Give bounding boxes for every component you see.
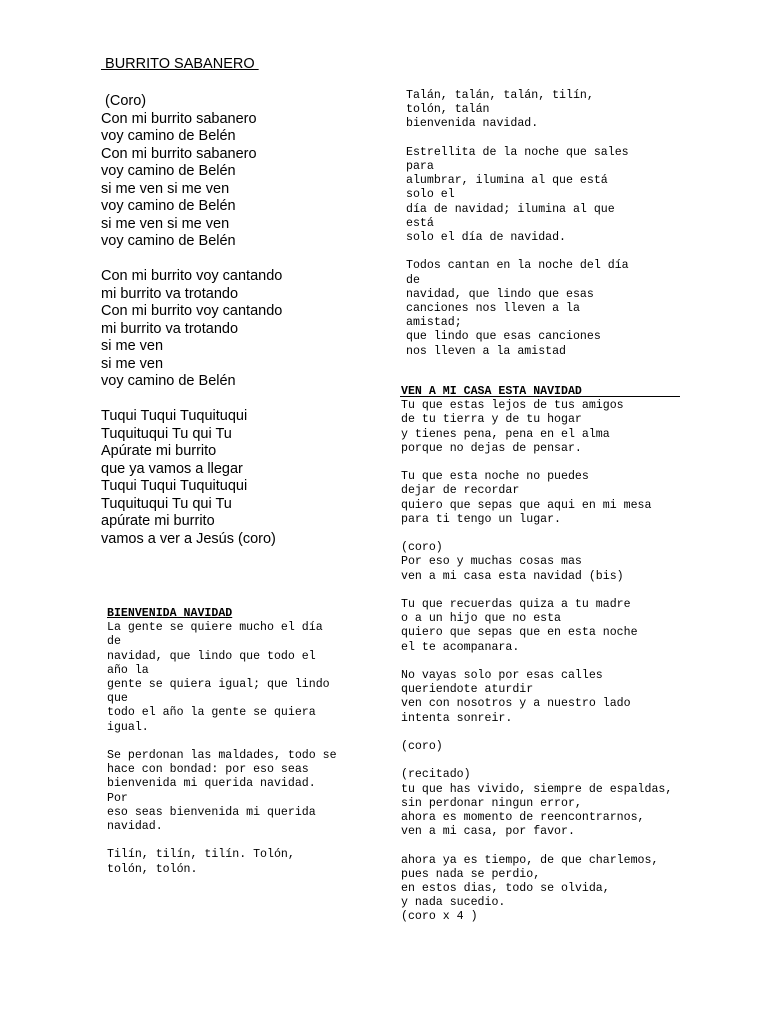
ven-stanza-8 xyxy=(401,854,672,925)
lyric-line: No vayas solo por esas calles xyxy=(401,669,603,682)
lyric-line: Tuqui Tuqui Tuquituqui xyxy=(101,478,248,494)
lyric-line: vamos a ver a Jesús (coro) xyxy=(101,530,276,547)
lyric-line: de xyxy=(406,273,420,287)
lyric-line: dejar de recordar xyxy=(401,484,520,498)
lyric-line: que lindo que esas canciones xyxy=(406,330,601,344)
burrito-lyrics xyxy=(101,93,282,548)
lyric-line: día de navidad; ilumina al que xyxy=(406,202,615,216)
lyric-line: amistad; xyxy=(406,316,462,330)
lyric-line: Estrellita de la noche que sales xyxy=(406,145,629,159)
lyric-line: (coro x 4 ) xyxy=(401,910,478,924)
lyric-line: bienvenida mi querida navidad. xyxy=(107,777,316,791)
lyric-line: nos lleven a la amistad xyxy=(406,344,567,358)
burrito-title: BURRITO SABANERO xyxy=(101,56,259,72)
lyric-line: navidad, que lindo que todo el xyxy=(107,649,316,663)
lyric-line: solo el día de navidad. xyxy=(406,231,567,245)
bienvenida-stanza-2 xyxy=(107,749,337,834)
ven-stanza-2 xyxy=(401,470,672,527)
lyric-line: en estos dias, todo se olvida, xyxy=(401,882,610,895)
lyric-line: porque no dejas de pensar. xyxy=(401,441,582,455)
lyric-line: Con mi burrito sabanero xyxy=(101,145,257,162)
lyric-line: que xyxy=(107,692,128,706)
ven-stanza-3 xyxy=(401,541,672,584)
bienvenida-cont-3 xyxy=(406,259,629,358)
lyric-line: Por xyxy=(107,791,128,805)
lyric-line: queriendote aturdir xyxy=(401,683,534,697)
lyric-line: Se perdonan las maldades, todo se xyxy=(107,749,337,763)
lyric-line: quiero que sepas que en esta noche xyxy=(401,626,638,640)
bienvenida-stanza-3 xyxy=(107,848,337,876)
lyric-line: si me ven si me ven xyxy=(101,180,230,197)
lyric-line: voy camino de Belén xyxy=(101,128,236,144)
lyric-line: voy camino de Belén xyxy=(101,233,236,249)
lyric-line: ven a mi casa esta navidad (bis) xyxy=(401,569,624,583)
bienvenida-cont-1 xyxy=(406,89,629,132)
bienvenida-cont-2 xyxy=(406,146,629,245)
lyric-line: está xyxy=(406,216,434,230)
lyric-line: el te acompanara. xyxy=(401,640,520,654)
ven-stanza-4 xyxy=(401,598,672,655)
lyric-line: (coro) xyxy=(401,740,443,753)
lyric-line: pues nada se perdio, xyxy=(401,867,541,881)
lyric-line: Con mi burrito voy cantando xyxy=(101,268,283,284)
lyric-line: apúrate mi burrito xyxy=(101,513,215,529)
lyric-line: Tuquituqui Tu qui Tu xyxy=(101,495,232,512)
lyric-line: gente se quiera igual; que lindo xyxy=(107,678,330,692)
lyric-line: y tienes pena, pena en el alma xyxy=(401,427,610,441)
lyric-line: Talán, talán, talán, tilín, xyxy=(406,89,594,102)
lyric-line: tolón, tolón. xyxy=(107,862,198,876)
lyric-line: si me ven xyxy=(101,338,164,354)
lyric-line: mi burrito va trotando xyxy=(101,320,239,337)
lyric-line: intenta sonreir. xyxy=(401,711,513,725)
ven-stanza-6 xyxy=(401,740,672,754)
lyric-line: Con mi burrito sabanero xyxy=(101,110,257,127)
lyric-line: solo el xyxy=(406,188,455,202)
lyric-line: Tuqui Tuqui Tuquituqui xyxy=(101,408,248,424)
lyric-line: Tu que estas lejos de tus amigos xyxy=(401,399,624,413)
lyric-line: navidad. xyxy=(107,820,163,834)
ven-title: VEN A MI CASA ESTA NAVIDAD xyxy=(401,385,582,398)
bienvenida-section xyxy=(107,607,337,877)
lyric-line: ven a mi casa, por favor. xyxy=(401,825,575,839)
burrito-stanza-1 xyxy=(101,93,282,251)
lyric-line: que ya vamos a llegar xyxy=(101,460,243,477)
lyric-line: eso seas bienvenida mi querida xyxy=(107,805,316,819)
lyric-line: La gente se quiere mucho el día xyxy=(107,621,323,635)
lyric-line: o a un hijo que no esta xyxy=(401,612,562,626)
lyric-line: ahora es momento de reencontrarnos, xyxy=(401,811,645,824)
lyric-line: navidad, que lindo que esas xyxy=(406,287,594,301)
lyric-line: Tu que recuerdas quiza a tu madre xyxy=(401,598,631,611)
ven-stanza-5 xyxy=(401,669,672,726)
ven-stanza-1 xyxy=(401,399,672,456)
lyric-line: de tu tierra y de tu hogar xyxy=(401,413,582,427)
lyric-line: Apúrate mi burrito xyxy=(101,443,217,459)
lyric-line: tu que has vivido, siempre de espaldas, xyxy=(401,782,673,796)
lyric-line: si me ven si me ven xyxy=(101,215,230,232)
lyric-line: para ti tengo un lugar. xyxy=(401,512,562,526)
lyric-line: voy camino de Belén xyxy=(101,163,236,179)
bienvenida-continuation xyxy=(406,89,629,359)
lyric-line: voy camino de Belén xyxy=(101,198,236,214)
lyric-line: tolón, talán xyxy=(406,103,490,117)
lyric-line: y nada sucedio. xyxy=(401,896,506,910)
lyric-line: Tilín, tilín, tilín. Tolón, xyxy=(107,848,295,862)
lyric-line: ahora ya es tiempo, de que charlemos, xyxy=(401,853,659,867)
bienvenida-title: BIENVENIDA NAVIDAD xyxy=(107,607,233,620)
lyric-line: hace con bondad: por eso seas xyxy=(107,763,309,777)
lyric-line: Tu que esta noche no puedes xyxy=(401,470,589,484)
lyric-line: quiero que sepas que aqui en mi mesa xyxy=(401,498,652,512)
ven-section xyxy=(401,385,672,925)
lyric-line: Por eso y muchas cosas mas xyxy=(401,555,582,569)
lyric-line: Tuquituqui Tu qui Tu xyxy=(101,425,232,442)
lyric-line: sin perdonar ningun error, xyxy=(401,796,582,810)
lyric-line: bienvenida navidad. xyxy=(406,117,539,131)
lyric-line: alumbrar, ilumina al que está xyxy=(406,174,608,188)
bienvenida-stanza-1 xyxy=(107,621,337,735)
ven-stanza-7 xyxy=(401,768,672,839)
lyric-line: todo el año la gente se quiera xyxy=(107,706,316,720)
lyric-line: (Coro) xyxy=(101,93,147,109)
lyric-line: si me ven xyxy=(101,355,164,372)
lyric-line: (coro) xyxy=(401,541,443,555)
lyric-line: igual. xyxy=(107,720,149,734)
lyric-line: Con mi burrito voy cantando xyxy=(101,303,283,319)
lyric-line: canciones nos lleven a la xyxy=(406,302,580,316)
lyric-line: mi burrito va trotando xyxy=(101,285,239,302)
lyric-line: de xyxy=(107,635,121,649)
lyric-line: año la xyxy=(107,663,149,677)
lyric-line: voy camino de Belén xyxy=(101,373,236,389)
burrito-stanza-3 xyxy=(101,408,282,548)
lyric-line: (recitado) xyxy=(401,768,471,782)
lyric-line: para xyxy=(406,160,434,173)
lyric-line: ven con nosotros y a nuestro lado xyxy=(401,697,631,711)
burrito-stanza-2 xyxy=(101,268,282,391)
lyric-line: Todos cantan en la noche del día xyxy=(406,259,629,273)
